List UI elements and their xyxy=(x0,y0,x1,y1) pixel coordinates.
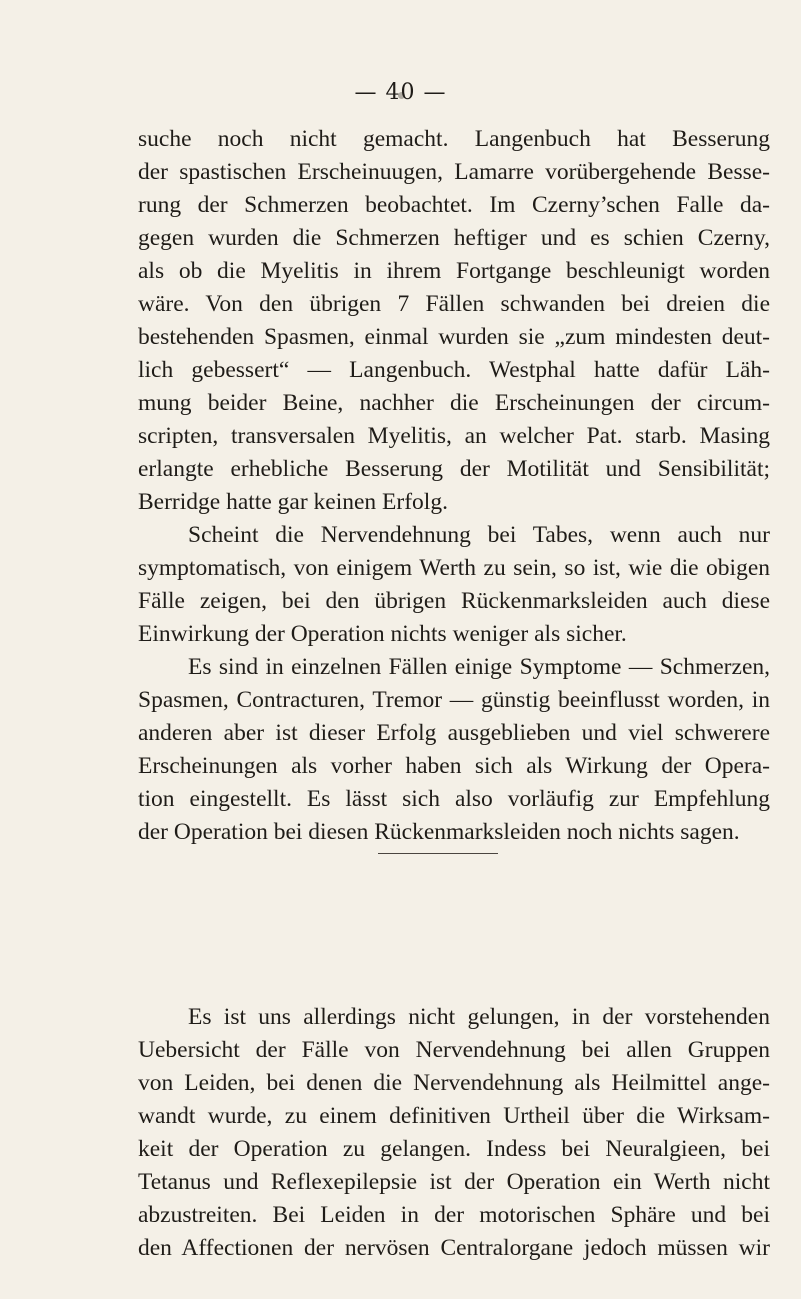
text-line: Uebersicht der Fälle von Nervendehnung bei allen Gruppen xyxy=(138,1037,770,1063)
text-line: den Affectionen der nervösen Centralorgane jedoch müssen wir xyxy=(138,1235,770,1261)
text-line: der spastischen Erscheinuugen, Lamarre vorübergehende Besse- xyxy=(138,159,770,185)
section-divider xyxy=(378,853,498,854)
text-line: abzustreiten. Bei Leiden in der motorischen Sphäre und bei xyxy=(138,1202,770,1228)
text-line: gegen wurden die Schmerzen heftiger und es schien Czerny, xyxy=(138,225,770,251)
text-line: lich gebessert“ — Langenbuch. Westphal hatte dafür Läh- xyxy=(138,357,770,383)
text-line: Spasmen, Contracturen, Tremor — günstig beeinflusst worden, in xyxy=(138,687,770,713)
text-line: scripten, transversalen Myelitis, an welcher Pat. starb. Masing xyxy=(138,423,770,449)
text-line: wäre. Von den übrigen 7 Fällen schwanden bei dreien die xyxy=(138,291,770,317)
text-line: suche noch nicht gemacht. Langenbuch hat Besserung xyxy=(138,126,770,152)
text-line: Fälle zeigen, bei den übrigen Rückenmarksleiden auch diese xyxy=(138,588,770,614)
text-line: mung beider Beine, nachher die Erscheinungen der circum- xyxy=(138,390,770,416)
text-line: der Operation bei diesen Rückenmarksleiden noch nichts sagen. xyxy=(138,819,740,845)
text-line: als ob die Myelitis in ihrem Fortgange beschleunigt worden xyxy=(138,258,770,284)
text-line: Tetanus und Reflexepilepsie ist der Operation ein Werth nicht xyxy=(138,1169,770,1195)
text-line: von Leiden, bei denen die Nervendehnung als Heilmittel ange- xyxy=(138,1070,770,1096)
text-line: wandt wurde, zu einem definitiven Urtheil über die Wirksam- xyxy=(138,1103,770,1129)
text-line: Erscheinungen als vorher haben sich als Wirkung der Opera- xyxy=(138,753,770,779)
text-line: Scheint die Nervendehnung bei Tabes, wenn auch nur xyxy=(188,522,770,548)
text-line: anderen aber ist dieser Erfolg ausgeblieben und viel schwerere xyxy=(138,720,770,746)
text-line: rung der Schmerzen beobachtet. Im Czerny’schen Falle da- xyxy=(138,192,770,218)
text-line: Einwirkung der Operation nichts weniger als sicher. xyxy=(138,621,627,647)
text-line: tion eingestellt. Es lässt sich also vorläufig zur Empfehlung xyxy=(138,786,770,812)
page-number: — 40 — xyxy=(354,80,447,105)
text-line: keit der Operation zu gelangen. Indess bei Neuralgieen, bei xyxy=(138,1136,770,1162)
text-line: Berridge hatte gar keinen Erfolg. xyxy=(138,489,448,515)
text-line: Es sind in einzelnen Fällen einige Symptome — Schmerzen, xyxy=(188,654,770,680)
text-line: symptomatisch, von einigem Werth zu sein, so ist, wie die obigen xyxy=(138,555,770,581)
text-line: erlangte erhebliche Besserung der Motilität und Sensibilität; xyxy=(138,456,770,482)
text-line: bestehenden Spasmen, einmal wurden sie „zum mindesten deut- xyxy=(138,324,770,350)
text-line: Es ist uns allerdings nicht gelungen, in der vorstehenden xyxy=(188,1004,770,1030)
